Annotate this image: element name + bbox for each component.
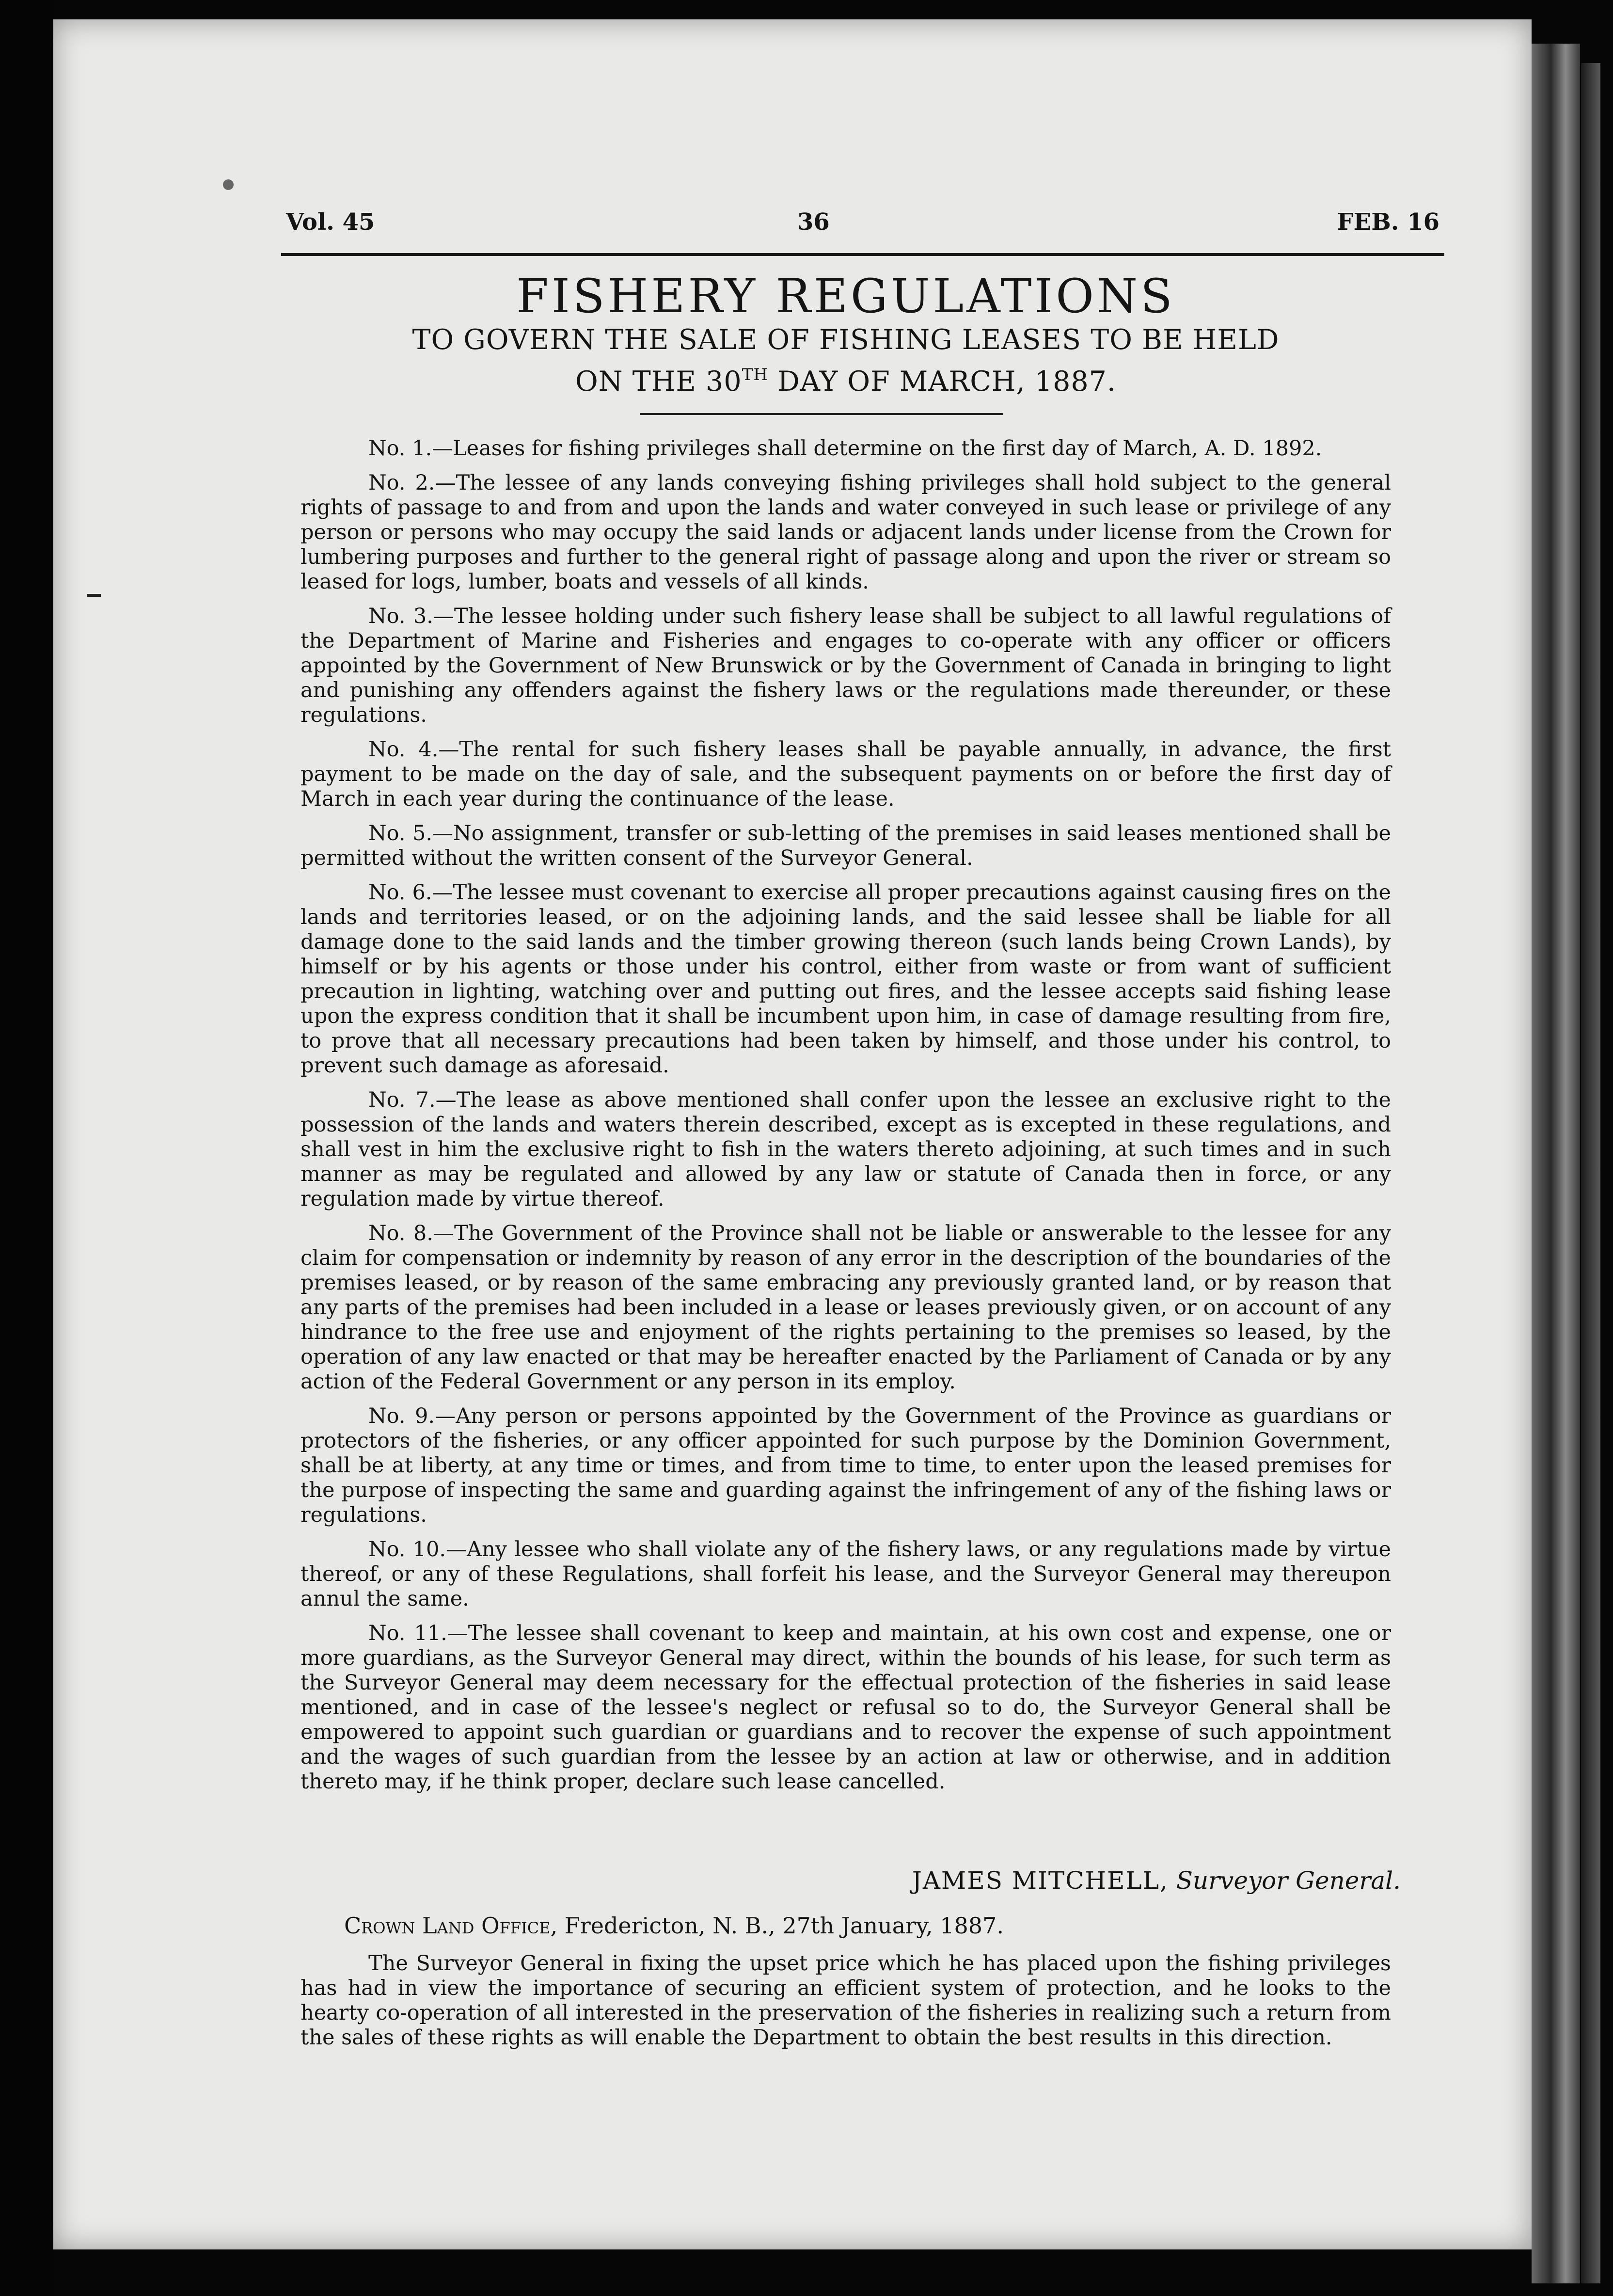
regulation-paragraph-8: No. 8.—The Government of the Province shall not be liable or answerable to the lessee for any claim for compensation or indemnity by reason of any error in the description of the boundaries of the premises leased, or by reason of the same embracing any previously granted land, or by reason that any parts of the premises had been included in a lease or leases previously given, or on account of any hindrance to the free use and enjoyment of the rights pertaining to the premises so leased, by the operation of any law enacted or that may be hereafter enacted by the Parliament of Canada or by any action of the Federal Government or any person in its employ.	[300, 1221, 1391, 1394]
regulation-paragraph-1: No. 1.—Leases for fishing privileges shall determine on the first day of March, A. D. 1892.	[368, 436, 1322, 461]
office-dateline	[344, 1913, 1410, 1939]
page-number: 36	[797, 208, 830, 236]
signatory-title: Surveyor General.	[1176, 1866, 1401, 1895]
regulations-body	[300, 436, 1391, 1804]
subtitle-superscript: TH	[742, 365, 769, 384]
page-title: FISHERY REGULATIONS	[516, 269, 1175, 323]
volume-label: Vol. 45	[286, 208, 375, 236]
regulation-paragraph-5: No. 5.—No assignment, transfer or sub-letting of the premises in said leases mentioned shall be permitted without the written consent of the Surveyor General.	[300, 821, 1391, 870]
subtitle-line-2-prefix: ON THE 30	[575, 366, 742, 398]
closing-paragraph: The Surveyor General in fixing the upset price which he has placed upon the fishing privileges has had in view the importance of securing an efficient system of protection, and he looks to the hearty co-operation of all interested in the preservation of the fisheries in realizing such a return from the sales of these rights as will enable the Department to obtain the best results in this direction.	[300, 1951, 1391, 2050]
page-stack-edge	[1532, 44, 1580, 2283]
regulation-paragraph-4: No. 4.—The rental for such fishery leases shall be payable annually, in advance, the first payment to be made on the day of sale, and the subsequent payments on or before the first day of March in each year during the continuance of the lease.	[300, 737, 1391, 811]
subtitle-line-1: TO GOVERN THE SALE OF FISHING LEASES TO BE HELD	[412, 324, 1280, 356]
page-subtitle	[300, 322, 1391, 399]
page-stack-edge-outer	[1581, 63, 1600, 2283]
margin-mark	[87, 594, 101, 597]
page-speck	[223, 179, 234, 190]
regulation-paragraph-7: No. 7.—The lease as above mentioned shall confer upon the lessee an exclusive right to the possession of the lands and waters therein described, except as is excepted in these regulations, and shall vest in him the exclusive right to fish in the waters thereto adjoining, at such times and in such manner as may be regulated and allowed by any law or statute of Canada then in force, or any regulation made by virtue thereof.	[300, 1088, 1391, 1211]
regulation-paragraph-3: No. 3.—The lessee holding under such fishery lease shall be subject to all lawful regulations of the Department of Marine and Fisheries and engages to co-operate with any officer or officers appointed by the Government of New Brunswick or by the Government of Canada in bringing to light and punishing any offenders against the fishery laws or the regulations made thereunder, or these regulations.	[300, 604, 1391, 727]
regulation-paragraph-9: No. 9.—Any person or persons appointed by the Government of the Province as guardians or protectors of the fisheries, or any officer appointed for such purpose by the Dominion Government, shall be at liberty, at any time or times, and from time to time, to enter upon the leased premises for the purpose of inspecting the same and guarding against the infringement of any of the fishing laws or regulations.	[300, 1404, 1391, 1527]
regulation-paragraph-10: No. 10.—Any lessee who shall violate any of the fishery laws, or any regulations made by virtue thereof, or any of these Regulations, shall forfeit his lease, and the Surveyor General may thereupon annul the same.	[300, 1537, 1391, 1611]
regulation-paragraph-6: No. 6.—The lessee must covenant to exercise all proper precautions against causing fires on the lands and territories leased, or on the adjoining lands, and the said lessee shall be liable for all damage done to the said lands and the timber growing thereon (such lands being Crown Lands), by himself or by his agents or those under his control, either from waste or from want of sufficient precaution in lighting, watching over and putting out fires, and the lessee accepts said fishing lease upon the express condition that it shall be incumbent upon him, in case of damage resulting from fire, to prove that all necessary precautions had been taken by himself, and those under his control, to prevent such damage as aforesaid.	[300, 880, 1391, 1078]
issue-date: FEB. 16	[1337, 208, 1439, 236]
title-rule	[640, 413, 1003, 415]
regulation-paragraph-11: No. 11.—The lessee shall covenant to keep and maintain, at his own cost and expense, one or more guardians, as the Surveyor General may direct, within the bounds of his lease, for such term as the Surveyor General may deem necessary for the effectual protection of the fisheries in said lease mentioned, and in case of the lessee's neglect or refusal so to do, the Surveyor General shall be empowered to appoint such guardian or guardians and to recover the expense of such appointment and the wages of such guardian from the lessee by an action at law or otherwise, and in addition thereto may, if he think proper, declare such lease cancelled.	[300, 1621, 1391, 1794]
signatory-name: JAMES MITCHELL,	[912, 1866, 1169, 1895]
document-page	[53, 19, 1532, 2249]
regulation-paragraph-2: No. 2.—The lessee of any lands conveying fishing privileges shall hold subject to the general rights of passage to and from and upon the lands and water conveyed in such lease or privilege of any person or persons who may occupy the said lands or adjacent lands under license from the Crown for lumbering purposes and further to the general right of passage along and upon the river or stream so leased for logs, lumber, boats and vessels of all kinds.	[300, 471, 1391, 594]
office-place-date: Fredericton, N. B., 27th January, 1887.	[557, 1913, 1004, 1939]
subtitle-line-2	[300, 357, 1391, 399]
subtitle-line-2-suffix: DAY OF MARCH, 1887.	[768, 366, 1117, 398]
scan-border	[0, 0, 53, 2296]
running-head	[286, 208, 1439, 242]
signature-block	[785, 1866, 1401, 1895]
office-name: Crown Land Office,	[344, 1913, 558, 1939]
header-rule	[281, 253, 1444, 256]
